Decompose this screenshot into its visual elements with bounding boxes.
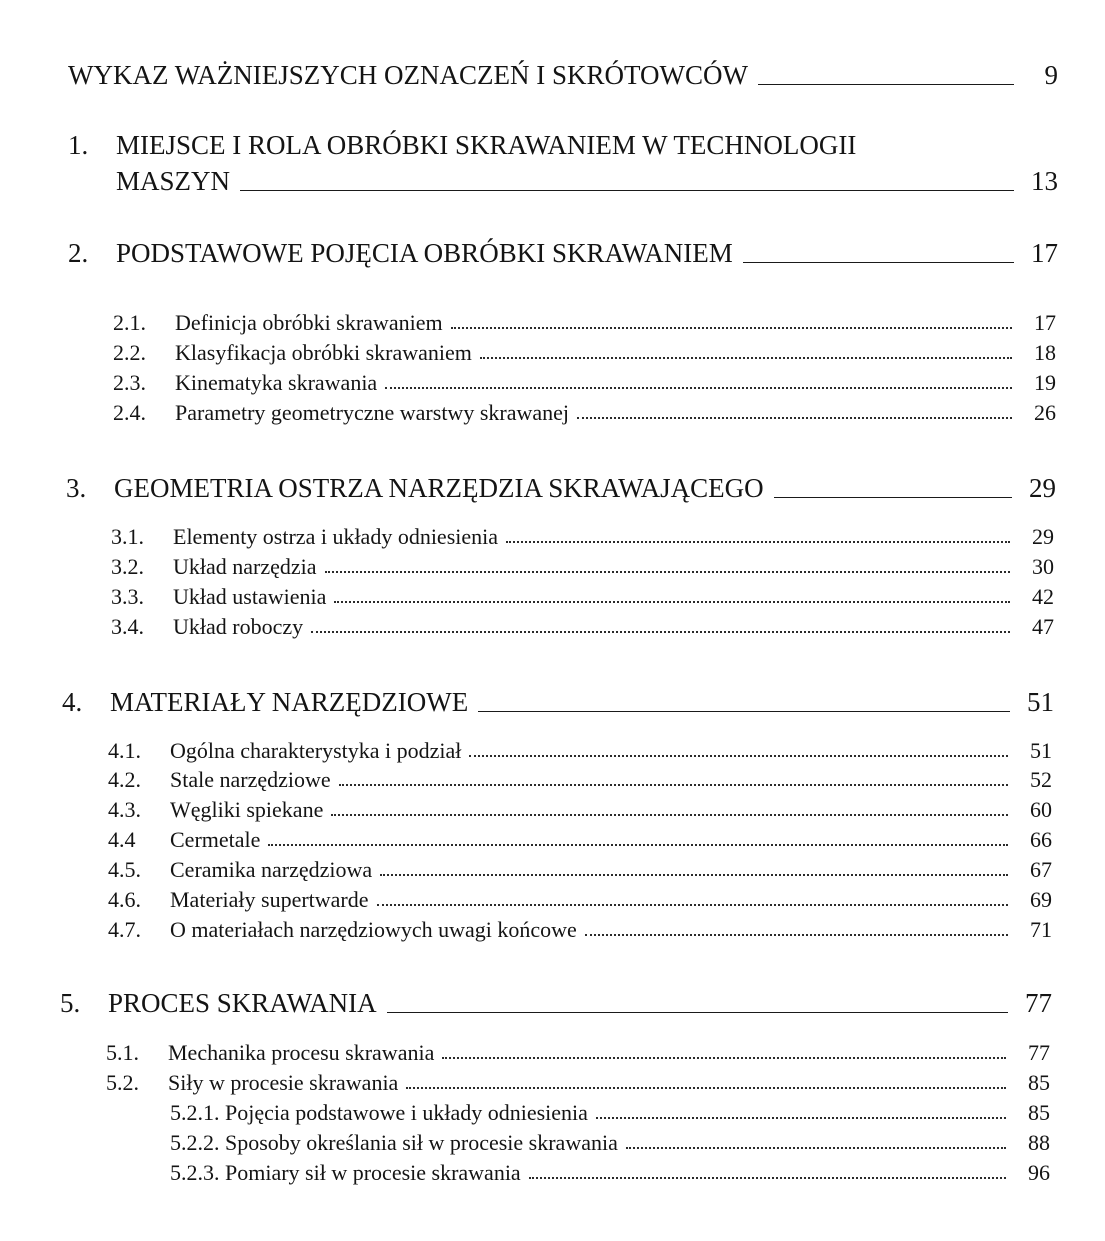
toc-section [108, 917, 1052, 943]
subsection-page: 85 [1028, 1100, 1050, 1125]
chapter-number: 2. [68, 238, 89, 268]
section-title: Układ ustawienia [173, 584, 327, 609]
toc-section [108, 887, 1052, 913]
toc-subsection [170, 1130, 1050, 1156]
section-page: 85 [1028, 1070, 1050, 1095]
section-title: Elementy ostrza i układy odniesienia [173, 524, 499, 549]
section-page: 47 [1032, 614, 1054, 639]
leader-dots [626, 1147, 1006, 1149]
section-title: Cermetale [170, 827, 261, 852]
leader-line [240, 190, 1014, 191]
section-title: Klasyfikacja obróbki skrawaniem [175, 340, 472, 365]
toc-subsection [170, 1100, 1050, 1126]
toc-entry-title: WYKAZ WAŻNIEJSZYCH OZNACZEŃ I SKRÓTOWCÓW [68, 60, 748, 90]
chapter-title: MATERIAŁY NARZĘDZIOWE [110, 687, 469, 717]
section-title: Materiały supertwarde [170, 887, 369, 912]
leader-line [387, 1012, 1008, 1013]
section-page: 19 [1034, 370, 1056, 395]
leader-dots [596, 1117, 1006, 1119]
leader-dots [469, 755, 1008, 757]
leader-dots [325, 571, 1010, 573]
toc-chapter-3 [66, 473, 1056, 504]
toc-chapter-4 [62, 687, 1054, 718]
subsection-page: 96 [1028, 1160, 1050, 1185]
subsection-title: 5.2.1. Pojęcia podstawowe i układy odniesienia [170, 1100, 588, 1125]
chapter-page: 17 [1031, 238, 1058, 268]
section-page: 42 [1032, 584, 1054, 609]
chapter-number: 1. [68, 130, 89, 160]
chapter-page: 29 [1029, 473, 1056, 503]
leader-dots [442, 1057, 1006, 1059]
section-number: 2.2. [113, 340, 146, 365]
toc-section [106, 1070, 1050, 1096]
section-number: 4.7. [108, 917, 141, 942]
section-number: 4.2. [108, 767, 141, 792]
leader-dots [577, 417, 1012, 419]
section-title: Ceramika narzędziowa [170, 857, 373, 882]
section-number: 2.1. [113, 310, 146, 335]
section-number: 2.4. [113, 400, 146, 425]
section-page: 52 [1030, 767, 1052, 792]
toc-section [108, 738, 1052, 764]
section-number: 3.3. [111, 584, 144, 609]
leader-line [758, 84, 1014, 85]
toc-entry-abbreviations [68, 60, 1058, 91]
leader-dots [506, 541, 1010, 543]
toc-section [113, 370, 1056, 396]
section-page: 30 [1032, 554, 1054, 579]
section-title: Parametry geometryczne warstwy skrawanej [175, 400, 570, 425]
leader-dots [385, 387, 1012, 389]
leader-dots [380, 874, 1008, 876]
section-number: 3.1. [111, 524, 144, 549]
section-number: 4.6. [108, 887, 141, 912]
toc-section [111, 584, 1054, 610]
toc-section [113, 310, 1056, 336]
section-page: 26 [1034, 400, 1056, 425]
leader-dots [268, 844, 1008, 846]
toc-chapter-1-line1 [68, 130, 968, 161]
toc-section [111, 614, 1054, 640]
toc-section [108, 767, 1052, 793]
leader-dots [480, 357, 1012, 359]
subsection-title: 5.2.3. Pomiary sił w procesie skrawania [170, 1160, 521, 1185]
chapter-title: PODSTAWOWE POJĘCIA OBRÓBKI SKRAWANIEM [116, 238, 733, 268]
section-number: 2.3. [113, 370, 146, 395]
toc-section [108, 827, 1052, 853]
section-page: 18 [1034, 340, 1056, 365]
chapter-page: 51 [1027, 687, 1054, 717]
subsection-page: 88 [1028, 1130, 1050, 1155]
toc-section [113, 340, 1056, 366]
section-page: 77 [1028, 1040, 1050, 1065]
section-number: 3.4. [111, 614, 144, 639]
section-number: 5.2. [106, 1070, 139, 1095]
section-title: Definicja obróbki skrawaniem [175, 310, 443, 335]
leader-line [743, 262, 1014, 263]
toc-section [108, 857, 1052, 883]
leader-dots [585, 934, 1008, 936]
toc-section [111, 554, 1054, 580]
section-page: 60 [1030, 797, 1052, 822]
chapter-title: PROCES SKRAWANIA [108, 988, 377, 1018]
leader-dots [451, 327, 1012, 329]
leader-dots [339, 784, 1008, 786]
section-number: 4.3. [108, 797, 141, 822]
leader-line [774, 497, 1012, 498]
toc-section [108, 797, 1052, 823]
section-title: Stale narzędziowe [170, 767, 331, 792]
section-number: 4.5. [108, 857, 141, 882]
chapter-title-continued: MASZYN [116, 166, 231, 196]
section-page: 67 [1030, 857, 1052, 882]
section-page: 69 [1030, 887, 1052, 912]
toc-entry-page: 9 [1044, 60, 1058, 90]
leader-dots [377, 904, 1008, 906]
section-number: 5.1. [106, 1040, 139, 1065]
toc-chapter-2 [68, 238, 1058, 269]
section-page: 29 [1032, 524, 1054, 549]
chapter-title: GEOMETRIA OSTRZA NARZĘDZIA SKRAWAJĄCEGO [114, 473, 764, 503]
section-number: 3.2. [111, 554, 144, 579]
section-page: 51 [1030, 738, 1052, 763]
section-title: Siły w procesie skrawania [168, 1070, 399, 1095]
leader-dots [529, 1177, 1006, 1179]
chapter-number: 4. [62, 687, 83, 717]
section-title: Węgliki spiekane [170, 797, 324, 822]
chapter-page: 13 [1031, 166, 1058, 196]
leader-dots [331, 814, 1008, 816]
section-number: 4.4 [108, 827, 136, 852]
leader-line [478, 711, 1010, 712]
toc-chapter-1-line2 [116, 166, 1058, 197]
section-number: 4.1. [108, 738, 141, 763]
toc-chapter-5 [60, 988, 1052, 1019]
section-title: Układ roboczy [173, 614, 304, 639]
chapter-number: 3. [66, 473, 87, 503]
section-title: Mechanika procesu skrawania [168, 1040, 435, 1065]
toc-section [111, 524, 1054, 550]
toc-section [106, 1040, 1050, 1066]
leader-dots [311, 631, 1010, 633]
section-title: O materiałach narzędziowych uwagi końcowe [170, 917, 577, 942]
section-page: 17 [1034, 310, 1056, 335]
chapter-number: 5. [60, 988, 81, 1018]
chapter-page: 77 [1025, 988, 1052, 1018]
leader-dots [334, 601, 1010, 603]
toc-section [113, 400, 1056, 426]
section-title: Ogólna charakterystyka i podział [170, 738, 462, 763]
subsection-title: 5.2.2. Sposoby określania sił w procesie skrawania [170, 1130, 618, 1155]
section-title: Kinematyka skrawania [175, 370, 378, 395]
section-page: 66 [1030, 827, 1052, 852]
section-title: Układ narzędzia [173, 554, 317, 579]
toc-subsection [170, 1160, 1050, 1186]
leader-dots [406, 1087, 1006, 1089]
chapter-title: MIEJSCE I ROLA OBRÓBKI SKRAWANIEM W TECHNOLOGII [116, 130, 857, 160]
section-page: 71 [1030, 917, 1052, 942]
